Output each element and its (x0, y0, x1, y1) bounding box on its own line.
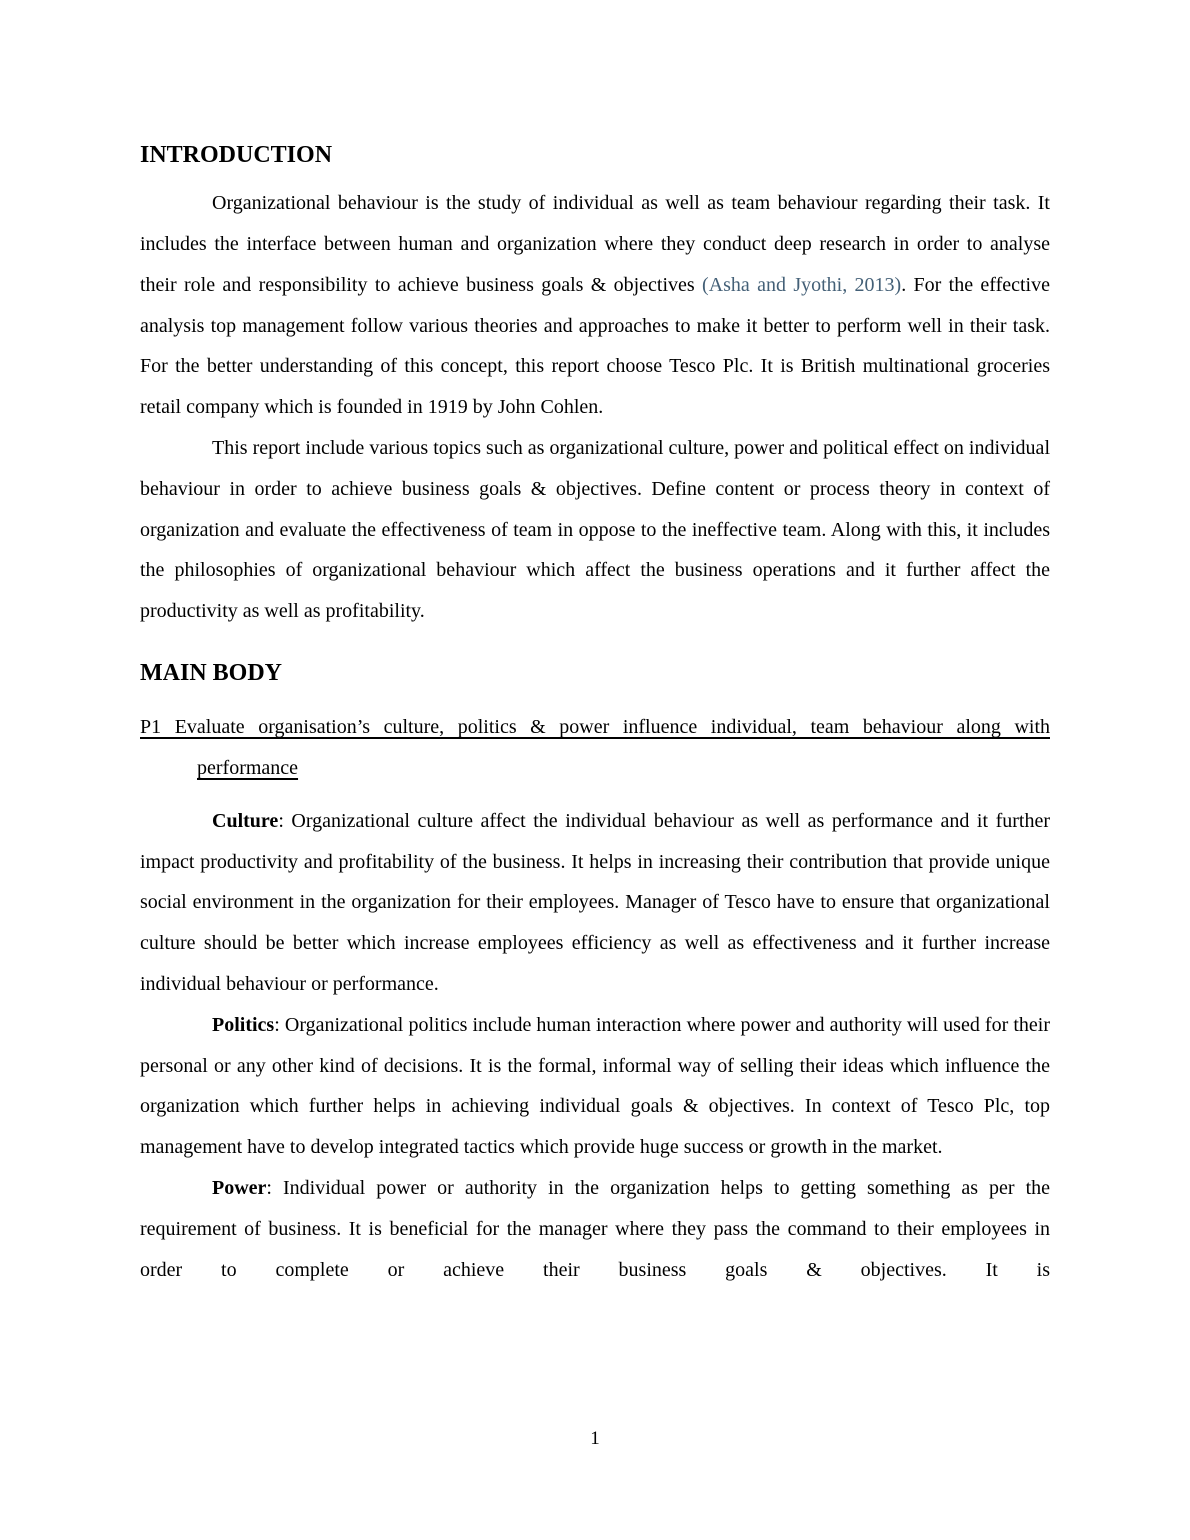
power-lead-word: Power (212, 1176, 267, 1199)
intro-p1-text-before: Organizational behaviour is the study of individual as well as team behaviour regarding their task. It includes the interface between human and organization where they conduct deep research in order to analyse their role and responsibility to achieve business goals & objectives (140, 192, 1050, 296)
politics-paragraph-text: : Organizational politics include human interaction where power and authority will used for their personal or any other kind of decisions. It is the formal, informal way of selling their ideas which influence the organization which further helps in achieving individual goals & objectives. In context of Tesco Plc, top management have to develop integrated tactics which provide huge success or growth in the market. (140, 1013, 1050, 1159)
politics-paragraph (140, 1005, 1050, 1168)
culture-lead-word: Culture (212, 809, 279, 832)
section-heading-main-body: MAIN BODY (140, 659, 282, 686)
power-paragraph (140, 1168, 1050, 1290)
citation-asha-jyothi: (Asha and Jyothi, 2013) (702, 273, 902, 296)
intro-paragraph-1 (140, 183, 1050, 428)
intro-p1-text-after: . For the effective analysis top management follow various theories and approaches to make it better to perform well in their task. For the better understanding of this concept, this report choose Tesco Plc. It is British multinational groceries retail company which is founded in 1919 by John Cohlen. (140, 273, 1050, 419)
power-paragraph-text: : Individual power or authority in the organization helps to getting something as per the requirement of business. It is beneficial for the manager where they pass the command to their employees in order to complete or achieve their business goals & objectives. It is (140, 1176, 1050, 1281)
page-number: 1 (590, 1428, 600, 1449)
politics-lead-word: Politics (212, 1013, 275, 1036)
culture-paragraph (140, 801, 1050, 1005)
intro-paragraph-2: This report include various topics such as organizational culture, power and political effect on individual behaviour in order to achieve business goals & objectives. Define content or process theory in context of organization and evaluate the effectiveness of team in oppose to the ineffective team. Along with this, it includes the philosophies of organizational behaviour which affect the business operations and it further affect the productivity as well as profitability. (140, 436, 1050, 623)
section-heading-introduction: INTRODUCTION (140, 142, 333, 168)
culture-paragraph-text: : Organizational culture affect the individual behaviour as well as performance and it further impact productivity and profitability of the business. It helps in increasing their contribution that provide unique social environment in the organization for their employees. Manager of Tesco have to ensure that organizational culture should be better which increase employees efficiency as well as effectiveness and it further increase individual behaviour or performance. (140, 809, 1050, 995)
subheading-p1: P1 Evaluate organisation’s culture, politics & power influence individual, team behaviour along with performance (140, 716, 1050, 779)
